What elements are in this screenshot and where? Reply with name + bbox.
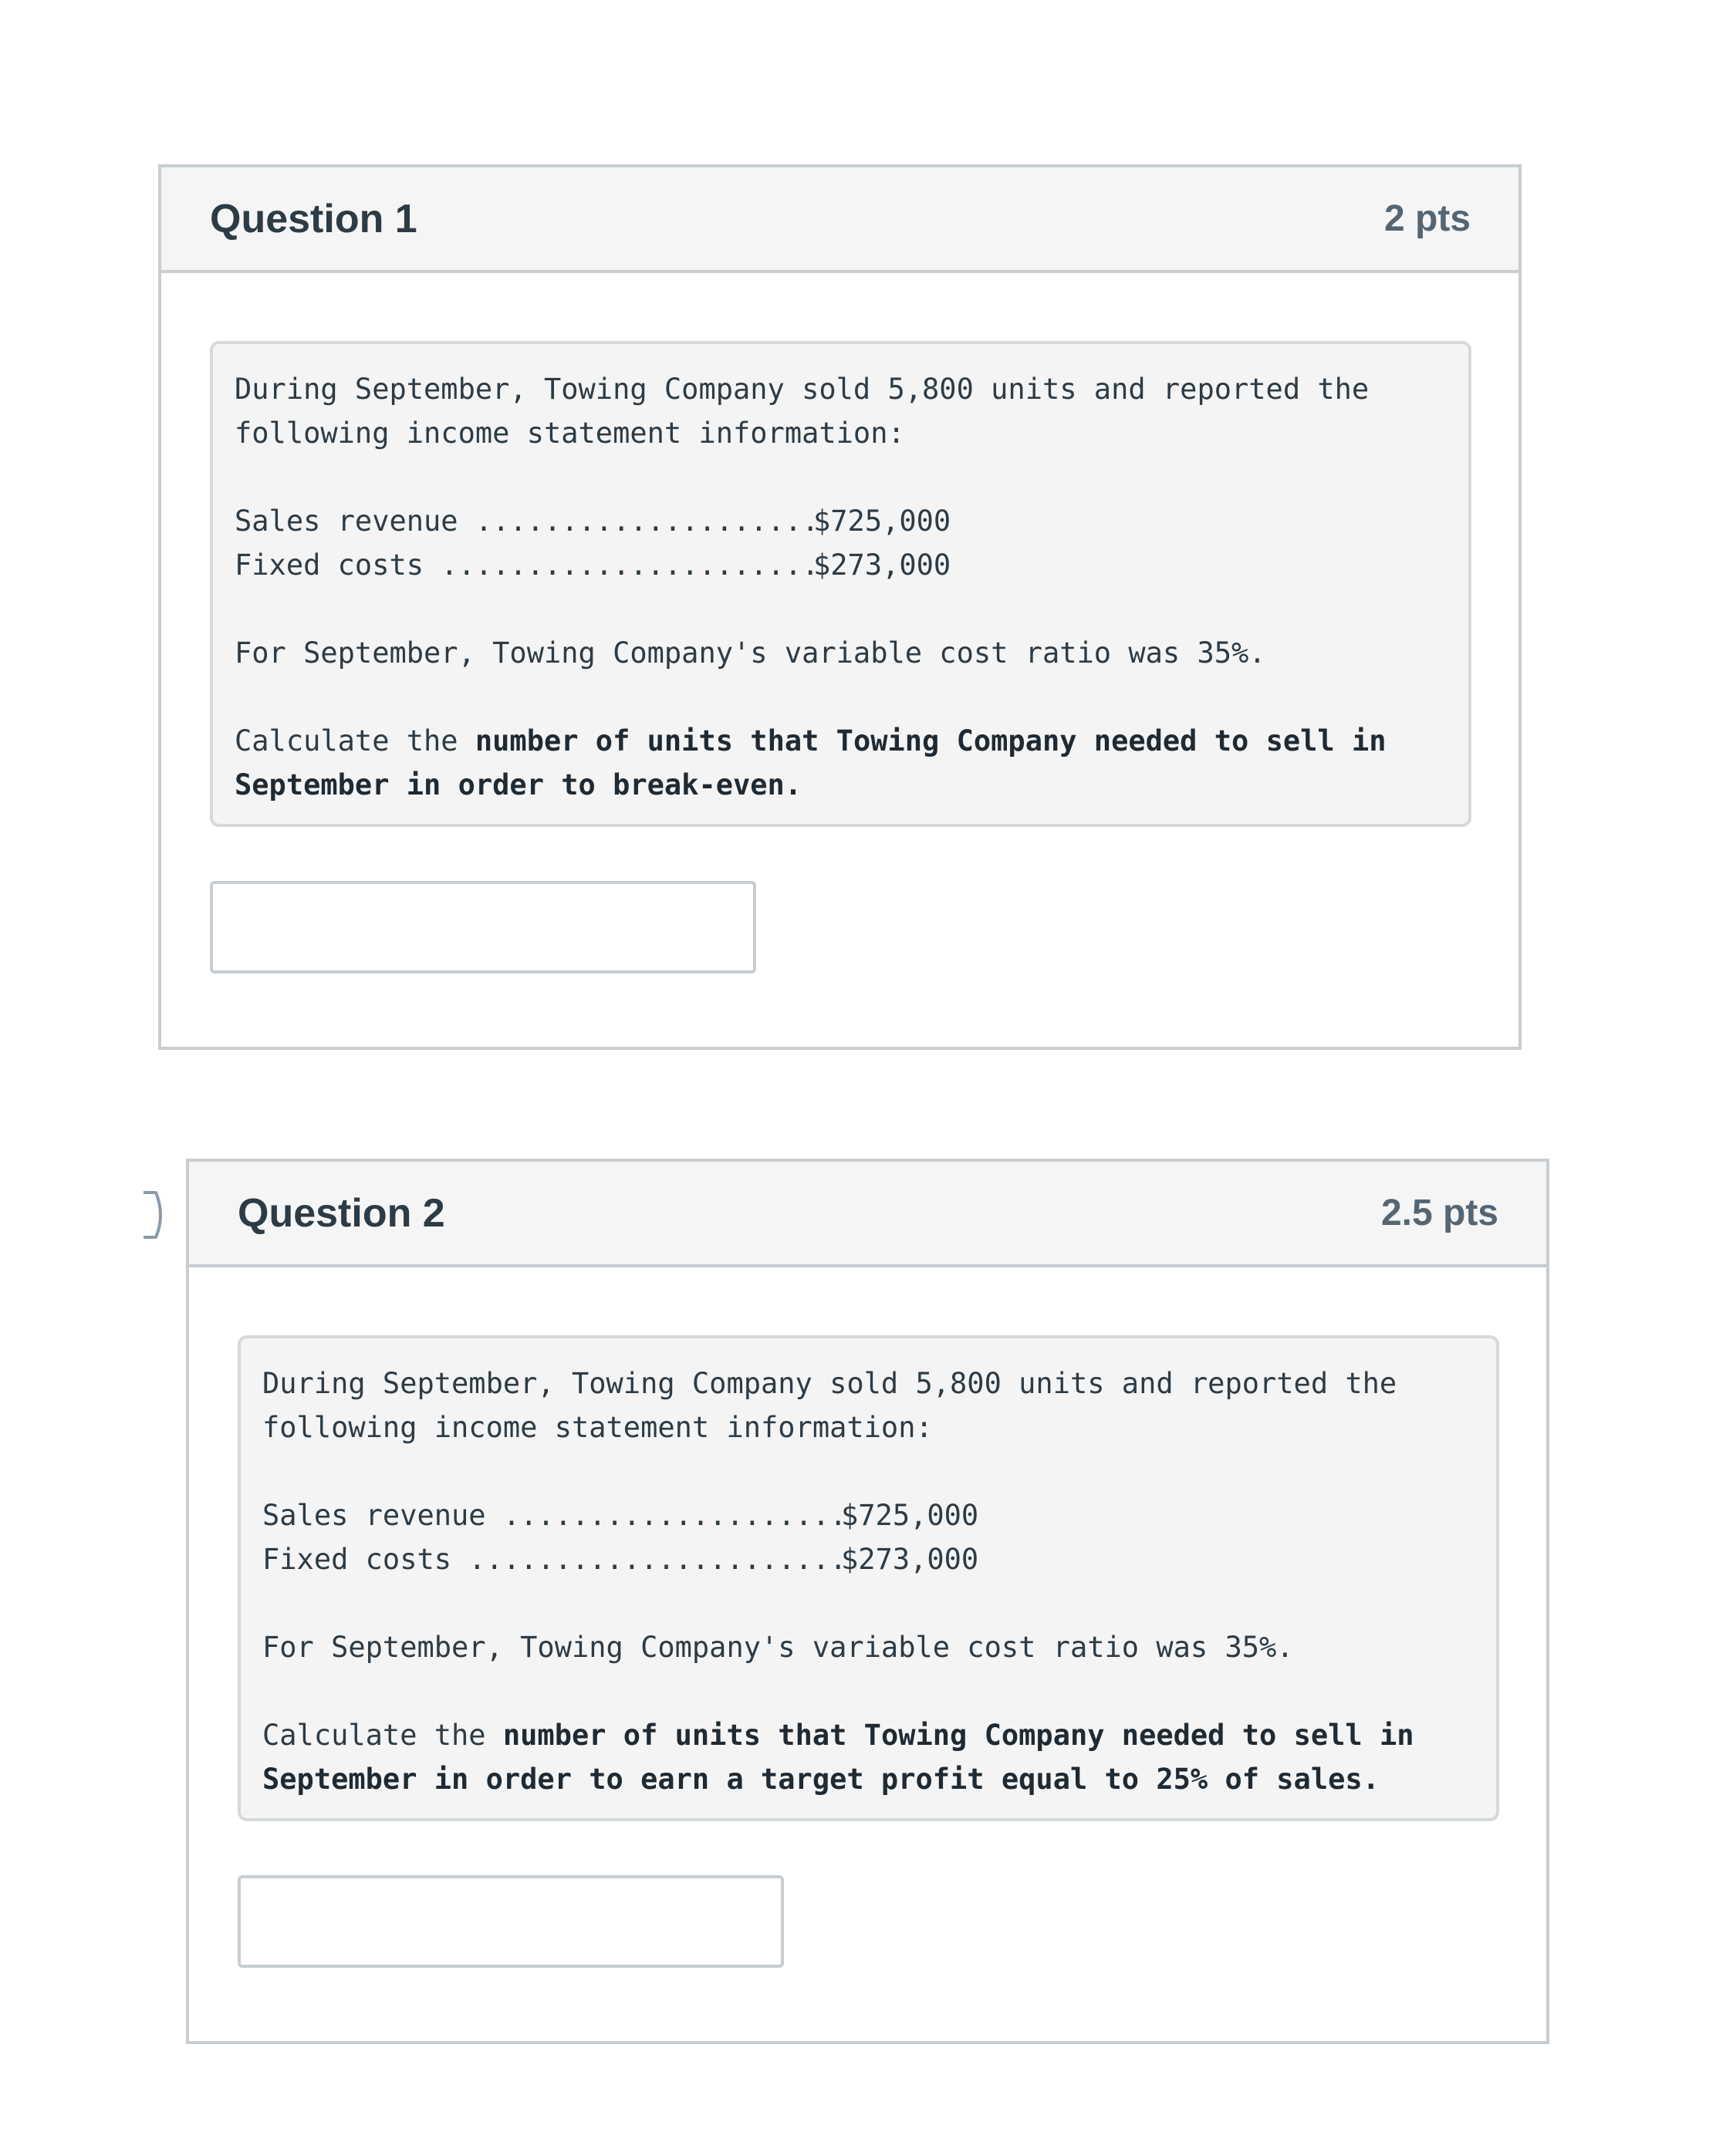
answer-input[interactable] <box>210 881 756 973</box>
task-plain-text: Calculate the <box>235 724 475 757</box>
intro-line: following income statement information: <box>235 417 905 450</box>
fixed-costs-value: $273,000 <box>841 1543 979 1576</box>
intro-line: following income statement information: <box>262 1411 933 1444</box>
task-bold-text: September in order to break-even. <box>235 768 802 801</box>
task-bold-text: number of units that Towing Company needed to sell in <box>475 724 1387 757</box>
fixed-costs-row <box>235 543 1447 587</box>
fixed-costs-row <box>262 1537 1475 1581</box>
intro-line: During September, Towing Company sold 5,800 units and reported the <box>262 1367 1397 1400</box>
sales-revenue-row <box>235 499 1447 543</box>
bookmark-flag-icon[interactable] <box>139 1188 170 1242</box>
sales-revenue-value: $725,000 <box>813 504 951 538</box>
task-plain-text: Calculate the <box>262 1719 503 1752</box>
sales-revenue-label: Sales revenue .................... <box>262 1499 847 1532</box>
variable-cost-ratio-line: For September, Towing Company's variable cost ratio was 35%. <box>235 636 1266 670</box>
question-points: 2.5 pts <box>1380 1193 1498 1233</box>
question-title: Question 2 <box>238 1190 445 1236</box>
sales-revenue-value: $725,000 <box>841 1499 979 1532</box>
fixed-costs-value: $273,000 <box>813 548 951 582</box>
answer-input[interactable] <box>238 1875 784 1968</box>
question-header <box>161 167 1518 273</box>
task-line-2 <box>262 1757 1475 1801</box>
question-points: 2 pts <box>1383 198 1471 239</box>
question-prompt <box>238 1335 1499 1821</box>
intro-line: During September, Towing Company sold 5,800 units and reported the <box>235 373 1370 406</box>
sales-revenue-row <box>262 1493 1475 1537</box>
task-bold-text: number of units that Towing Company needed to sell in <box>502 1719 1414 1752</box>
question-prompt <box>210 341 1471 827</box>
variable-cost-ratio-line: For September, Towing Company's variable cost ratio was 35%. <box>262 1631 1294 1664</box>
task-line-1 <box>262 1713 1475 1757</box>
task-line-2 <box>235 763 1447 807</box>
question-header <box>189 1162 1546 1267</box>
question-title: Question 1 <box>210 196 417 241</box>
task-bold-text: September in order to earn a target profit equal to 25% of sales. <box>262 1763 1380 1796</box>
task-line-1 <box>235 719 1447 763</box>
question-1-card <box>158 164 1522 1050</box>
question-2-card <box>186 1159 1549 2044</box>
fixed-costs-label: Fixed costs ...................... <box>235 548 819 582</box>
sales-revenue-label: Sales revenue .................... <box>235 504 819 538</box>
fixed-costs-label: Fixed costs ...................... <box>262 1543 847 1576</box>
